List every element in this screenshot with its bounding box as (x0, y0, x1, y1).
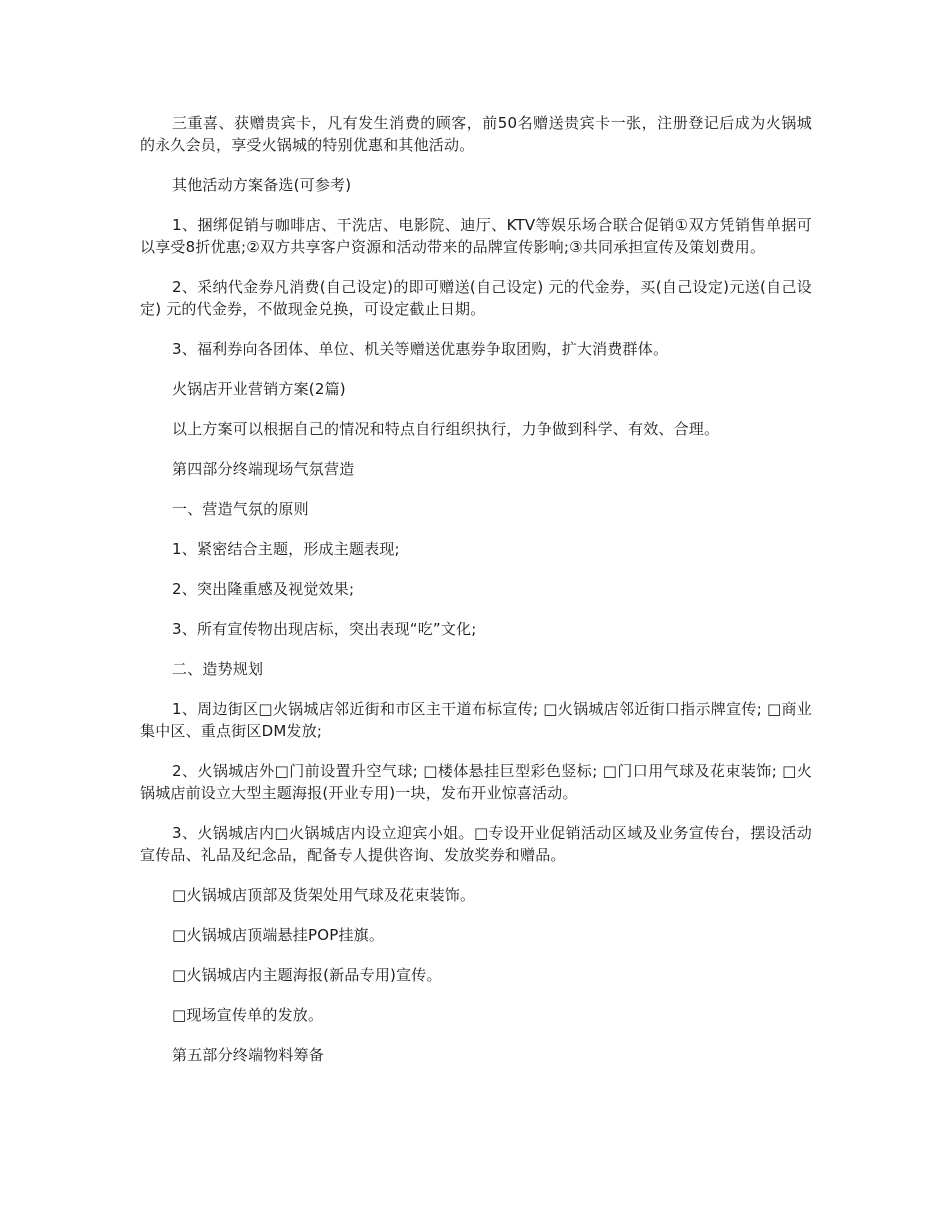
paragraph-theme-poster: □火锅城店内主题海报(新品专用)宣传。 (172, 966, 442, 984)
paragraph-triple-joy: 三重喜、获赠贵宾卡，凡有发生消费的顾客，前50名赠送贵宾卡一张，注册登记后成为火锅城的永久会员，享受火锅城的特别优惠和其他活动。 (140, 114, 812, 154)
paragraph-welfare-coupon: 3、福利券向各团体、单位、机关等赠送优惠券争取团购，扩大消费群体。 (172, 340, 669, 358)
paragraph-flyers: □现场宣传单的发放。 (172, 1006, 324, 1024)
paragraph-part-four-heading: 第四部分终端现场气氛营造 (172, 460, 355, 478)
paragraph-plan-title: 火锅店开业营销方案(2篇) (172, 380, 346, 398)
paragraph-pop-flags: □火锅城店顶端悬挂POP挂旗。 (172, 926, 385, 944)
paragraph-alt-plans-heading: 其他活动方案备选(可参考) (172, 176, 352, 194)
paragraph-part-five-heading: 第五部分终端物料筹备 (172, 1046, 325, 1064)
paragraph-atmosphere-principles: 一、营造气氛的原则 (172, 500, 309, 518)
paragraph-outside-store: 2、火锅城店外□门前设置升空气球; □楼体悬挂巨型彩色竖标; □门口用气球及花束装饰; □火锅城店前设立大型主题海报(开业专用)一块，发布开业惊喜活动。 (140, 762, 812, 802)
document-body (140, 112, 812, 1084)
paragraph-ceiling-decoration: □火锅城店顶部及货架处用气球及花束装饰。 (172, 886, 476, 904)
paragraph-bundle-promo: 1、捆绑促销与咖啡店、干洗店、电影院、迪厅、KTV等娱乐场合联合促销①双方凭销售单据可以享受8折优惠;②双方共享客户资源和活动带来的品牌宣传影响;③共同承担宣传及策划费用。 (140, 216, 812, 256)
paragraph-inside-store: 3、火锅城店内□火锅城店内设立迎宾小姐。□专设开业促销活动区域及业务宣传台，摆设活动宣传品、礼品及纪念品，配备专人提供咨询、发放奖券和赠品。 (140, 824, 812, 864)
paragraph-plan-note: 以上方案可以根据自己的情况和特点自行组织执行，力争做到科学、有效、合理。 (172, 420, 720, 438)
paragraph-principle-2: 2、突出隆重感及视觉效果; (172, 580, 355, 598)
paragraph-voucher: 2、采纳代金券凡消费(自己设定)的即可赠送(自己设定) 元的代金券，买(自己设定)元送(自己设定) 元的代金券，不做现金兑换，可设定截止日期。 (140, 278, 812, 318)
paragraph-surrounding-streets: 1、周边街区□火锅城店邻近街和市区主干道布标宣传; □火锅城店邻近街口指示牌宣传; □商业集中区、重点街区DM发放; (140, 700, 812, 740)
paragraph-principle-3: 3、所有宣传物出现店标，突出表现“吃”文化; (172, 620, 477, 638)
paragraph-momentum-planning: 二、造势规划 (172, 660, 264, 678)
paragraph-principle-1: 1、紧密结合主题，形成主题表现; (172, 540, 400, 558)
